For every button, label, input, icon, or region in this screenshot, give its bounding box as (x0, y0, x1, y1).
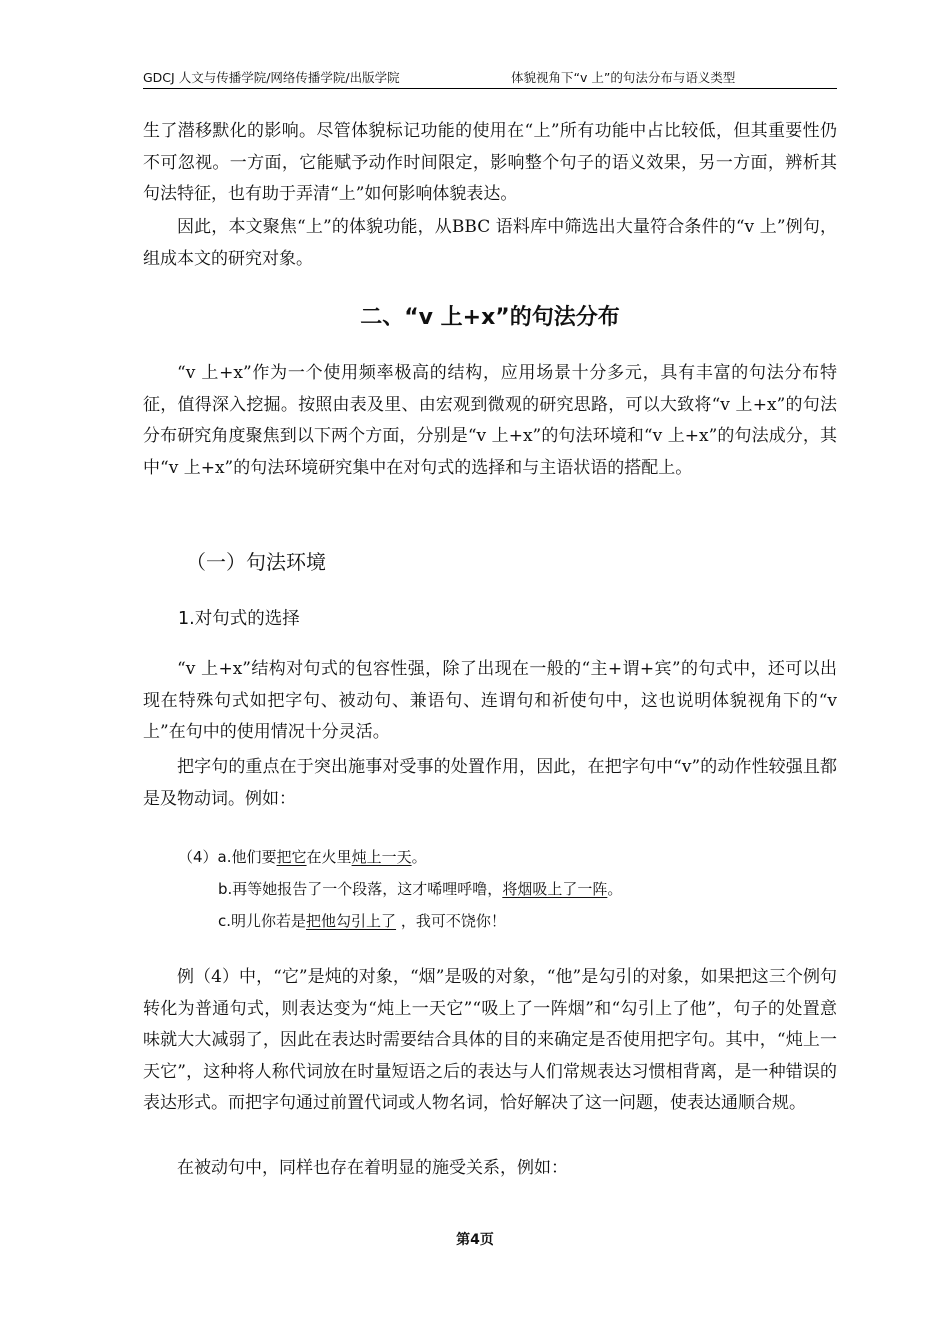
example-underline: 把他勾引上了 (306, 912, 397, 930)
sentence-pattern-paragraph: “v 上+x”结构对句式的包容性强，除了出现在一般的“主+谓+宾”的句式中，还可以出现在特殊句式如把字句、被动句、兼语句、连谓句和祈使句中，这也说明体貌视角下的“v 上”在句中的使用情况十分灵活。 (143, 659, 837, 742)
intro-paragraph: “v 上+x”作为一个使用频率极高的结构，应用场景十分多元，具有丰富的句法分布特征，值得深入挖掘。按照由表及里、由宏观到微观的研究思路，可以大致将“v 上+x”的句法分布研究角度聚焦到以下两个方面，分别是“v 上+x”的句法环境和“v 上+x”的句法成分，其中“v 上+x”的句法环境研究集中在对句式的选择和与主语状语的搭配上。 (143, 363, 837, 478)
ba-construction-paragraph: 把字句的重点在于突出施事对受事的处置作用，因此，在把字句中“v”的动作性较强且都是及物动词。例如： (143, 757, 837, 809)
example-4a (178, 846, 427, 867)
header-institution: GDCJ 人文与传播学院/网络传播学院/出版学院 (143, 70, 400, 85)
body-paragraph-2: 因此，本文聚焦“上”的体貌功能，从BBC 语料库中筛选出大量符合条件的“v 上”例句，组成本文的研究对象。 (143, 217, 837, 269)
subsection-title: （一）句法环境 (186, 550, 326, 574)
page-number: 第4页 (456, 1232, 494, 1248)
body-paragraph-1: 生了潜移默化的影响。尽管体貌标记功能的使用在“上”所有功能中占比较低，但其重要性仍不可忽视。一方面，它能赋予动作时间限定，影响整个句子的语义效果，另一方面，辨析其句法特征，也有助于弄清“上”如何影响体貌表达。 (143, 121, 837, 204)
example-4c (218, 910, 506, 931)
subsubsection-title: 1.对句式的选择 (178, 609, 300, 629)
running-header (143, 66, 837, 89)
example-text: 他们要 (231, 848, 277, 866)
example-text: 。 (411, 848, 427, 866)
section-title: 二、“v 上+x”的句法分布 (360, 305, 620, 330)
example-label: （4）a. (178, 848, 232, 866)
example-text: 明儿你若是 (231, 912, 307, 930)
passive-paragraph: 在被动句中，同样也存在着明显的施受关系，例如： (177, 1158, 568, 1178)
example-underline: 将烟吸上了一阵 (502, 880, 608, 898)
header-paper-title: 体貌视角下“v 上”的句法分布与语义类型 (511, 70, 736, 85)
example-underline: 把它 (276, 848, 307, 866)
example-text: ，我可不饶你！ (396, 912, 506, 930)
example-text: 再等她报告了一个段落，这才唏哩呼噜， (232, 880, 503, 898)
example-label: c. (218, 912, 232, 930)
example-underline: 炖上一天 (351, 848, 412, 866)
example-label: b. (218, 880, 233, 898)
example-text: 在火里 (306, 848, 352, 866)
analysis-paragraph: 例（4）中，“它”是炖的对象，“烟”是吸的对象，“他”是勾引的对象，如果把这三个例句转化为普通句式，则表达变为“炖上一天它”“吸上了一阵烟”和“勾引上了他”，句子的处置意味就大大减弱了，因此在表达时需要结合具体的目的来确定是否使用把字句。其中，“炖上一天它”，这种将人称代词放在时量短语之后的表达与人们常规表达习惯相背离，是一种错误的表达形式。而把字句通过前置代词或人物名词，恰好解决了这一问题，使表达通顺合规。 (143, 967, 837, 1113)
example-text: 。 (607, 880, 623, 898)
example-4b (218, 878, 622, 899)
